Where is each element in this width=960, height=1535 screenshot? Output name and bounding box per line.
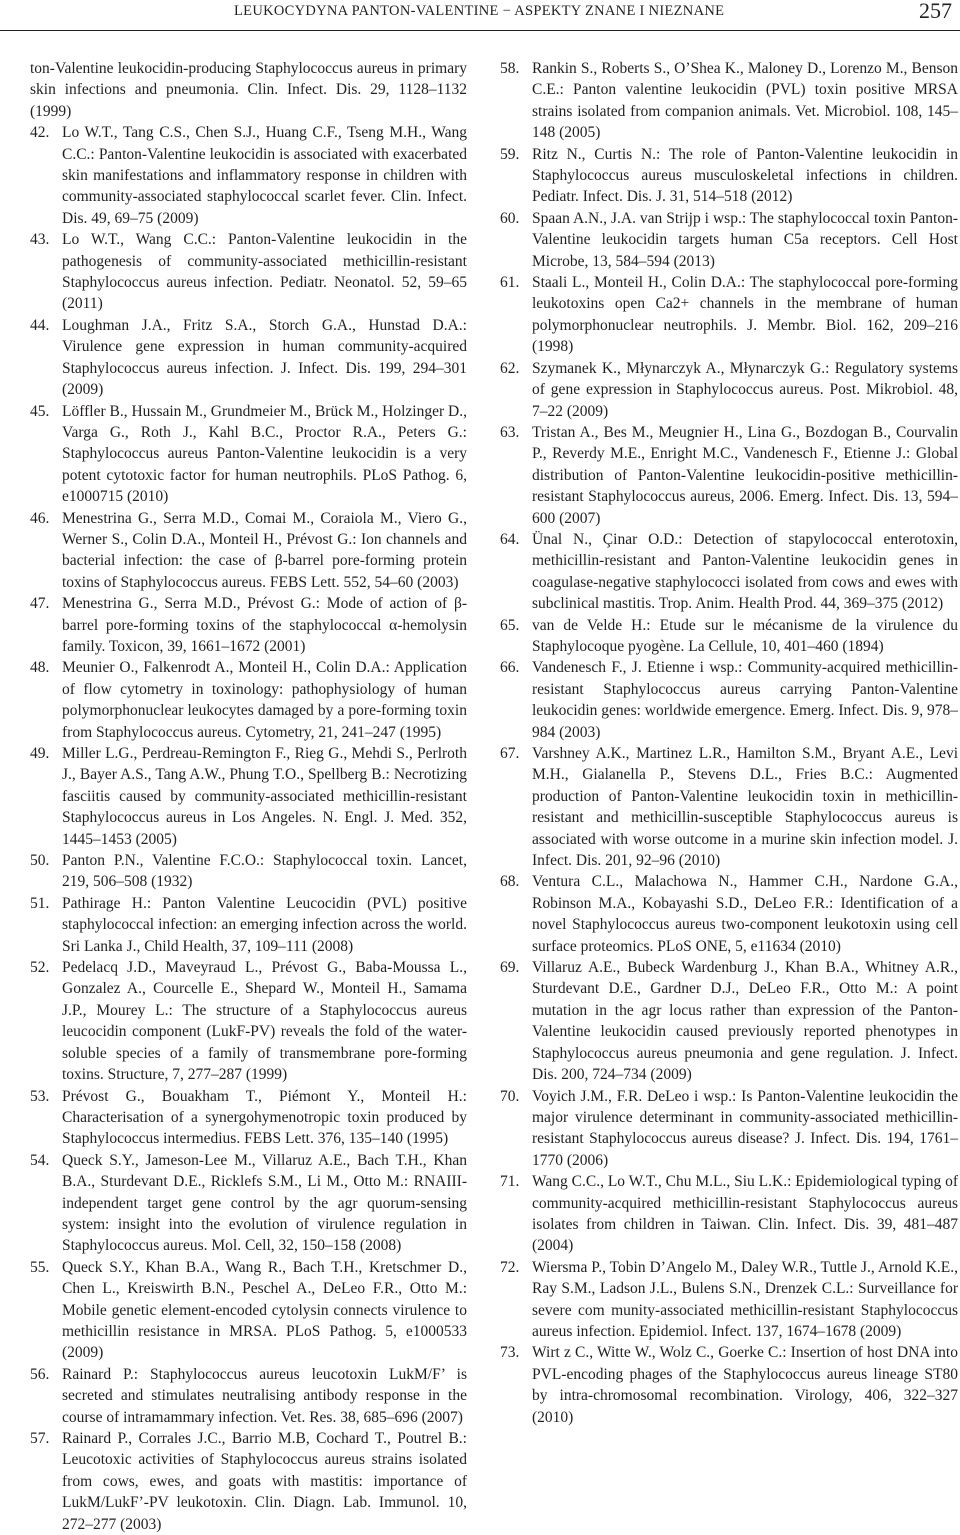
reference-text: Ventura C.L., Malachowa N., Hammer C.H., Nardone G.A., Robinson M.A., Kobayashi S.D., DeLeo F.R.: Identification of a novel Staphylococcus aureus two-component leukotoxin using cell surface proteomics. PLoS ONE, 5, e11634 (2010) (532, 873, 958, 955)
reference-number: 71. (500, 1173, 520, 1191)
reference-text: Menestrina G., Serra M.D., Prévost G.: Mode of action of β-barrel pore-forming toxins of the staphylococcal α-hemolysin family. Toxicon, 39, 1661–1672 (2001) (62, 595, 467, 655)
reference-text: Varshney A.K., Martinez L.R., Hamilton S.M., Bryant A.E., Levi M.H., Gialanella P., Stevens D.L., Fries B.C.: Augmented production of Panton-Valentine leukocidin toxin in methicillin-resistant and methicillin-susceptible Staphylococcus aureus is associated with worse outcome in a murine skin infection model. J. Infect. Dis. 201, 92–96 (2010) (532, 745, 958, 870)
reference-number: 53. (30, 1087, 50, 1105)
reference-entry (500, 743, 958, 871)
reference-text: Pedelacq J.D., Maveyraud L., Prévost G., Baba-Moussa L., Gonzalez A., Courcelle E., Shepard W., Monteil H., Samama J.P., Mourey L.: The structure of a Staphylococcus aureus leucocidin component (LukF-PV) reveals the fold of the water-soluble species of a family of transmembrane pore-forming toxins. Structure, 7, 277–287 (1999) (62, 959, 467, 1084)
reference-entry (500, 1257, 958, 1343)
reference-number: 54. (30, 1151, 50, 1169)
reference-text: Wang C.C., Lo W.T., Chu M.L., Siu L.K.: Epidemiological typing of community-acquired methicillin-resistant Staphylococcus aureus isolates from children in Taiwan. Clin. Infect. Dis. 39, 481–487 (2004) (532, 1173, 958, 1255)
reference-entry (500, 358, 958, 422)
reference-number: 59. (500, 145, 520, 163)
reference-number: 67. (500, 745, 520, 762)
header-rule (0, 30, 960, 31)
reference-text: Ünal N., Çinar O.D.: Detection of stapylococcal enterotoxin, methicillin-resistant and Panton-Valentine leukocidin genes in coagulase-negative staphylococci isolated from cows and ewes with subclinical mastitis. Trop. Anim. Health Prod. 44, 369–375 (2012) (532, 530, 958, 613)
reference-entry (500, 144, 958, 208)
reference-text: ton-Valentine leukocidin-producing Staphylococcus aureus in primary skin infections and pneumonia. Clin. Infect. Dis. 29, 1128–1132 (1999) (30, 60, 467, 120)
reference-text: Wirt z C., Witte W., Wolz C., Goerke C.: Insertion of host DNA into PVL-encoding phages of the Staphylococcus aureus lineage ST80 by intra-chromosomal recombination. Virology, 406, 322–327 (2010) (532, 1344, 958, 1426)
reference-number: 70. (500, 1087, 520, 1105)
reference-number: 55. (30, 1258, 50, 1276)
reference-text: Queck S.Y., Khan B.A., Wang R., Bach T.H., Kretschmer D., Chen L., Kreiswirth B.N., Peschel A., DeLeo F.R., Otto M.: Mobile genetic element-encoded cytolysin connects virulence to methicillin resistance in MRSA. PLoS Pathog. 5, e1000533 (2009) (62, 1258, 467, 1362)
reference-text: Spaan A.N., J.A. van Strijp i wsp.: The staphylococcal toxin Panton-Valentine leukocidin targets human C5a receptors. Cell Host Microbe, 13, 584–594 (2013) (532, 209, 958, 270)
reference-entry (30, 401, 467, 508)
page-header (0, 0, 960, 38)
reference-entry (500, 208, 958, 272)
reference-text: Wiersma P., Tobin D’Angelo M., Daley W.R., Tuttle J., Arnold K.E., Ray S.M., Ladson J.L., Bulens S.N., Drenzek C.L.: Surveillance for severe com munity-associated methicillin-resistant Staphylococcus aureus infection. Epidemiol. Infect. 137, 1674–1678 (2009) (532, 1258, 958, 1340)
reference-number: 49. (30, 745, 50, 762)
reference-entry (500, 957, 958, 1085)
reference-text: Tristan A., Bes M., Meugnier H., Lina G., Bozdogan B., Courvalin P., Reverdy M.E., Enright M.C., Vandenesch F., Etienne J.: Global distribution of Panton-Valentine leukocidin-positive methicillin-resistant Staphylococcus aureus, 2006. Emerg. Infect. Dis. 13, 594–600 (2007) (532, 423, 958, 527)
reference-text: Rainard P.: Staphylococcus aureus leucotoxin LukM/F’ is secreted and stimulates neutralising antibody response in the course of intramammary infection. Vet. Res. 38, 685–696 (2007) (62, 1365, 467, 1426)
reference-text: Lo W.T., Wang C.C.: Panton-Valentine leukocidin in the pathogenesis of community-associated methicillin-resistant Staphylococcus aureus infection. Pediatr. Neonatol. 52, 59–65 (2011) (62, 231, 467, 313)
reference-number: 61. (500, 274, 520, 292)
reference-number: 47. (30, 595, 50, 613)
reference-entry (30, 1257, 467, 1364)
reference-entry (500, 422, 958, 529)
reference-entry (30, 315, 467, 401)
reference-entry (30, 657, 467, 743)
reference-entry (30, 957, 467, 1085)
reference-text: Miller L.G., Perdreau-Remington F., Rieg G., Mehdi S., Perlroth J., Bayer A.S., Tang A.W., Phung T.O., Spellberg B.: Necrotizing fasciitis caused by community-associated methicillin-resistant Staphylococcus aureus in Los Angeles. N. Engl. J. Med. 352, 1445–1453 (2005) (62, 745, 467, 848)
reference-text: Menestrina G., Serra M.D., Comai M., Coraiola M., Viero G., Werner S., Colin D.A., Monteil H., Prévost G.: Ion channels and bacterial infection: the case of β-barrel pore-forming protein toxins of Staphylococcus aureus. FEBS Lett. 552, 54–60 (2003) (62, 509, 467, 591)
reference-text: Prévost G., Bouakham T., Piémont Y., Monteil H.: Characterisation of a synergohymenotropic toxin produced by Staphylococcus intermedius. FEBS Lett. 376, 135–140 (1995) (62, 1087, 467, 1148)
reference-text: Pathirage H.: Panton Valentine Leucocidin (PVL) positive staphylococcal infection: an emerging infection across the world. Sri Lanka J., Child Health, 37, 109–111 (2008) (62, 894, 467, 955)
running-title: LEUKOCYDYNA PANTON-VALENTINE − ASPEKTY ZNANE I NIEZNANE (234, 3, 725, 19)
reference-entry (500, 1171, 958, 1257)
reference-text: Rainard P., Corrales J.C., Barrio M.B, Cochard T., Poutrel B.: Leucotoxic activities of Staphylococcus aureus strains isolated from cows, ewes, and goats with mastitis: importance of LukM/LukF’-PV leukotoxin. Clin. Diagn. Lab. Immunol. 10, 272–277 (2003) (62, 1430, 467, 1533)
reference-number: 66. (500, 659, 520, 677)
reference-text: van de Velde H.: Etude sur le mécanisme de la virulence du Staphylocoque pyogène. La Cellule, 10, 401–460 (1894) (532, 616, 958, 655)
reference-text: Queck S.Y., Jameson-Lee M., Villaruz A.E., Bach T.H., Khan B.A., Sturdevant D.E., Ricklefs S.M., Li M., Otto M.: RNAIII-independent target gene control by the agr quorum-sensing system: insight into the evolution of virulence regulation in Staphylococcus aureus. Mol. Cell, 32, 150–158 (2008) (62, 1151, 467, 1255)
reference-text: Vandenesch F., J. Etienne i wsp.: Community-acquired methicillin-resistant Staphylococcus aureus carrying Panton-Valentine leukocidin genes: worldwide emergence. Emerg. Infect. Dis. 9, 978–984 (2003) (532, 659, 958, 741)
reference-number: 58. (500, 60, 520, 77)
reference-entry (500, 1086, 958, 1172)
reference-number: 60. (500, 209, 520, 227)
reference-number: 69. (500, 959, 520, 977)
reference-text: Villaruz A.E., Bubeck Wardenburg J., Khan B.A., Whitney A.R., Sturdevant D.E., Gardner D.J., DeLeo F.R., Otto M.: A point mutation in the agr locus rather than expression of the Panton-Valentine leukocidin caused previously reported phenotypes in Staphylococcus aureus pneumonia and gene regulation. J. Infect. Dis. 200, 724–734 (2009) (532, 959, 958, 1084)
reference-number: 68. (500, 873, 520, 891)
reference-text: Voyich J.M., F.R. DeLeo i wsp.: Is Panton-Valentine leukocidin the major virulence determinant in community-associated methicillin-resistant Staphylococcus aureus disease? J. Infect. Dis. 194, 1761–1770 (2006) (532, 1087, 958, 1169)
reference-text: Panton P.N., Valentine F.C.O.: Staphylococcal toxin. Lancet, 219, 506–508 (1932) (62, 852, 467, 891)
reference-number: 45. (30, 402, 50, 420)
reference-text: Loughman J.A., Fritz S.A., Storch G.A., Hunstad D.A.: Virulence gene expression in human community-acquired Staphylococcus aureus infection. J. Infect. Dis. 199, 294–301 (2009) (62, 316, 467, 399)
reference-entry (30, 1150, 467, 1257)
reference-entry (500, 1342, 958, 1428)
reference-entry (30, 1364, 467, 1428)
page-number: 257 (919, 0, 952, 23)
reference-text: Ritz N., Curtis N.: The role of Panton-Valentine leukocidin in Staphylococcus aureus musculoskeletal infections in children. Pediatr. Infect. Dis. J. 31, 514–518 (2012) (532, 145, 958, 206)
reference-entry (30, 850, 467, 893)
reference-number: 42. (30, 124, 50, 142)
reference-number: 51. (30, 894, 50, 912)
reference-text: Löffler B., Hussain M., Grundmeier M., Brück M., Holzinger D., Varga G., Roth J., Kahl B.C., Proctor R.A., Peters G.: Staphylococcus aureus Panton-Valentine leukocidin is a very potent cytotoxic factor for human neutrophils. PLoS Pathog. 6, e1000715 (2010) (62, 402, 467, 506)
reference-entry (500, 871, 958, 957)
reference-number: 65. (500, 616, 520, 634)
reference-number: 43. (30, 231, 50, 249)
reference-entry (30, 229, 467, 315)
reference-entry (30, 508, 467, 594)
reference-number: 48. (30, 659, 50, 677)
reference-entry (30, 1086, 467, 1150)
reference-number: 64. (500, 530, 520, 548)
reference-entry (500, 615, 958, 658)
reference-entry (500, 529, 958, 615)
reference-entry (30, 122, 467, 229)
reference-entry (30, 743, 467, 850)
reference-number: 72. (500, 1258, 520, 1276)
reference-text: Rankin S., Roberts S., O’Shea K., Maloney D., Lorenzo M., Benson C.E.: Panton valentine leukocidin (PVL) toxin positive MRSA strains isolated from companion animals. Vet. Microbiol. 108, 145–148 (2005) (532, 60, 958, 142)
reference-number: 52. (30, 959, 50, 977)
reference-entry (30, 593, 467, 657)
reference-entry (500, 272, 958, 358)
reference-number: 44. (30, 316, 50, 334)
reference-text: Szymanek K., Młynarczyk A., Młynarczyk G.: Regulatory systems of gene expression in Staphylococcus aureus. Post. Mikrobiol. 48, 7–22 (2009) (532, 359, 958, 420)
reference-entry (30, 58, 467, 122)
reference-number: 57. (30, 1430, 50, 1447)
reference-number: 63. (500, 423, 520, 441)
right-reference-column (500, 58, 958, 1428)
reference-number: 62. (500, 359, 520, 377)
reference-text: Lo W.T., Tang C.S., Chen S.J., Huang C.F., Tseng M.H., Wang C.C.: Panton-Valentine leukocidin is associated with exacerbated skin manifestations and inflammatory response in children with community-associated staphylococcal scarlet fever. Clin. Infect. Dis. 49, 69–75 (2009) (62, 124, 467, 227)
reference-entry (500, 657, 958, 743)
reference-entry (30, 1428, 467, 1535)
reference-number: 73. (500, 1344, 520, 1362)
reference-number: 50. (30, 852, 50, 870)
reference-text: Staali L., Monteil H., Colin D.A.: The staphylococcal pore-forming leukotoxins open Ca2+ channels in the membrane of human polymorphonuclear neutrophils. J. Membr. Biol. 162, 209–216 (1998) (532, 274, 958, 356)
left-reference-column (30, 58, 467, 1535)
reference-number: 56. (30, 1365, 50, 1383)
reference-entry (500, 58, 958, 144)
reference-number: 46. (30, 509, 50, 527)
reference-text: Meunier O., Falkenrodt A., Monteil H., Colin D.A.: Application of flow cytometry in toxinology: pathophysiology of human polymorphonuclear leukocytes damaged by a pore-forming toxin from Staphylococcus aureus. Cytometry, 21, 241–247 (1995) (62, 659, 467, 741)
reference-entry (30, 893, 467, 957)
